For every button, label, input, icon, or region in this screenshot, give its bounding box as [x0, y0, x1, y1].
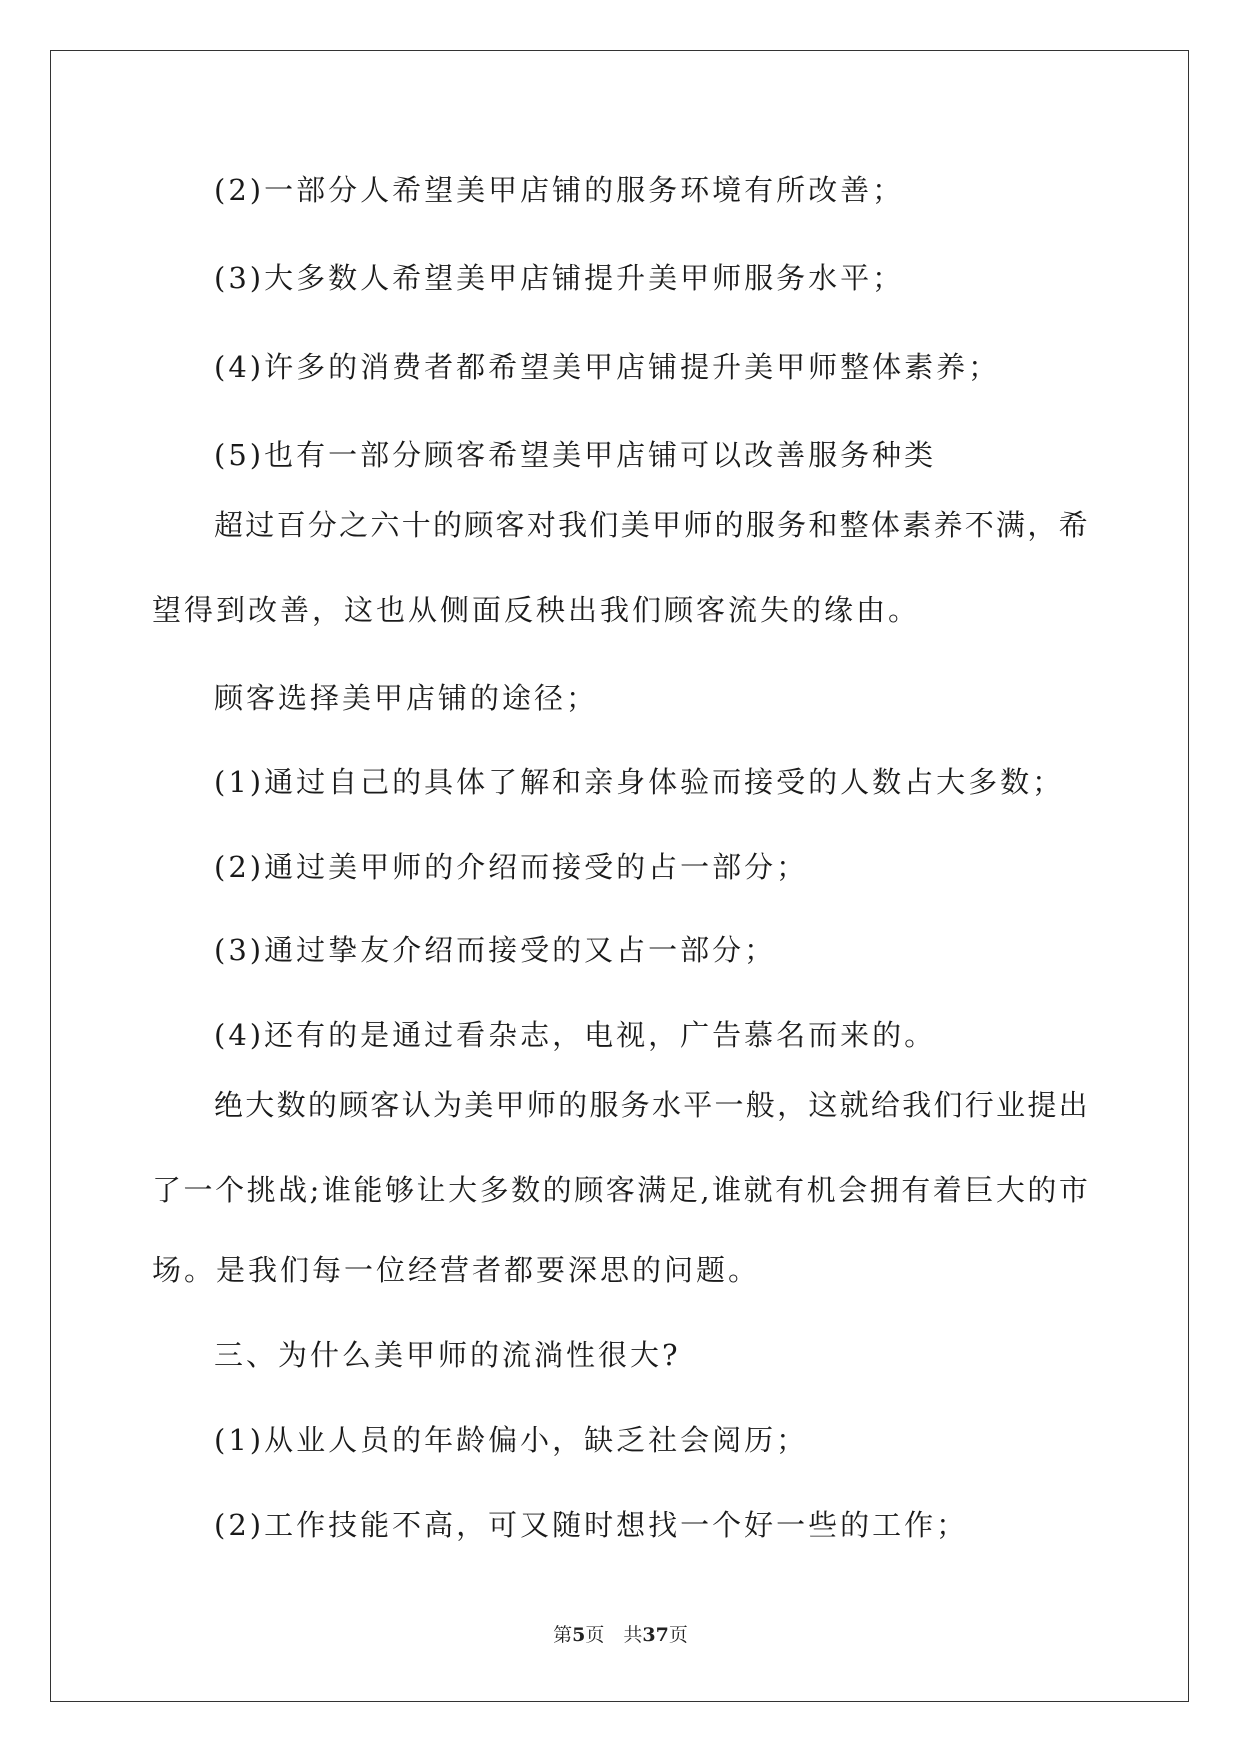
paragraph-line: 顾客选择美甲店铺的途径； [214, 681, 599, 715]
paragraph-line: 望得到改善，这也从侧面反秧出我们顾客流失的缘由。 [152, 593, 921, 627]
footer-page-total: 37 [642, 1624, 669, 1646]
page-footer [0, 1620, 1241, 1647]
paragraph-line: (2)通过美甲师的介绍而接受的占一部分； [214, 850, 809, 884]
footer-page-current: 5 [572, 1624, 586, 1646]
paragraph-line: (1)通过自己的具体了解和亲身体验而接受的人数占大多数； [214, 765, 1065, 799]
paragraph-line: (3)大多数人希望美甲店铺提升美甲师服务水平； [214, 261, 905, 295]
paragraph-line: (4)还有的是通过看杂志，电视，广告慕名而来的。 [214, 1018, 937, 1052]
footer-mid: 页 共 [585, 1624, 643, 1646]
paragraph-line: (2)工作技能不高，可又随时想找一个好一些的工作； [214, 1508, 969, 1542]
footer-suffix: 页 [668, 1624, 688, 1646]
section-heading: 三、为什么美甲师的流淌性很大? [214, 1338, 681, 1372]
paragraph-line: (2)一部分人希望美甲店铺的服务环境有所改善； [214, 173, 905, 207]
paragraph-line-justified: 了 一 个 挑 战 ; 谁 能 够 让 大 多 数 的 顾 客 满 足 , 谁 就 有 机 会 拥 有 着 巨 大 的 市 [152, 1173, 1088, 1207]
paragraph-line-justified: 绝 大 数 的 顾 客 认 为 美 甲 师 的 服 务 水 平 一 般 ， 这 就 给 我 们 行 业 提 出 [214, 1088, 1088, 1122]
paragraph-line-justified: 超 过 百 分 之 六 十 的 顾 客 对 我 们 美 甲 师 的 服 务 和 整 体 素 养 不 满 ， 希 [214, 508, 1088, 542]
paragraph-line: (4)许多的消费者都希望美甲店铺提升美甲师整体素养； [214, 350, 1001, 384]
paragraph-line: (1)从业人员的年龄偏小，缺乏社会阅历； [214, 1423, 809, 1457]
footer-prefix: 第 [553, 1624, 573, 1646]
paragraph-line: (5)也有一部分顾客希望美甲店铺可以改善服务种类 [214, 438, 937, 472]
paragraph-line: 场。是我们每一位经营者都要深思的问题。 [152, 1253, 761, 1287]
paragraph-line: (3)通过挚友介绍而接受的又占一部分； [214, 933, 777, 967]
